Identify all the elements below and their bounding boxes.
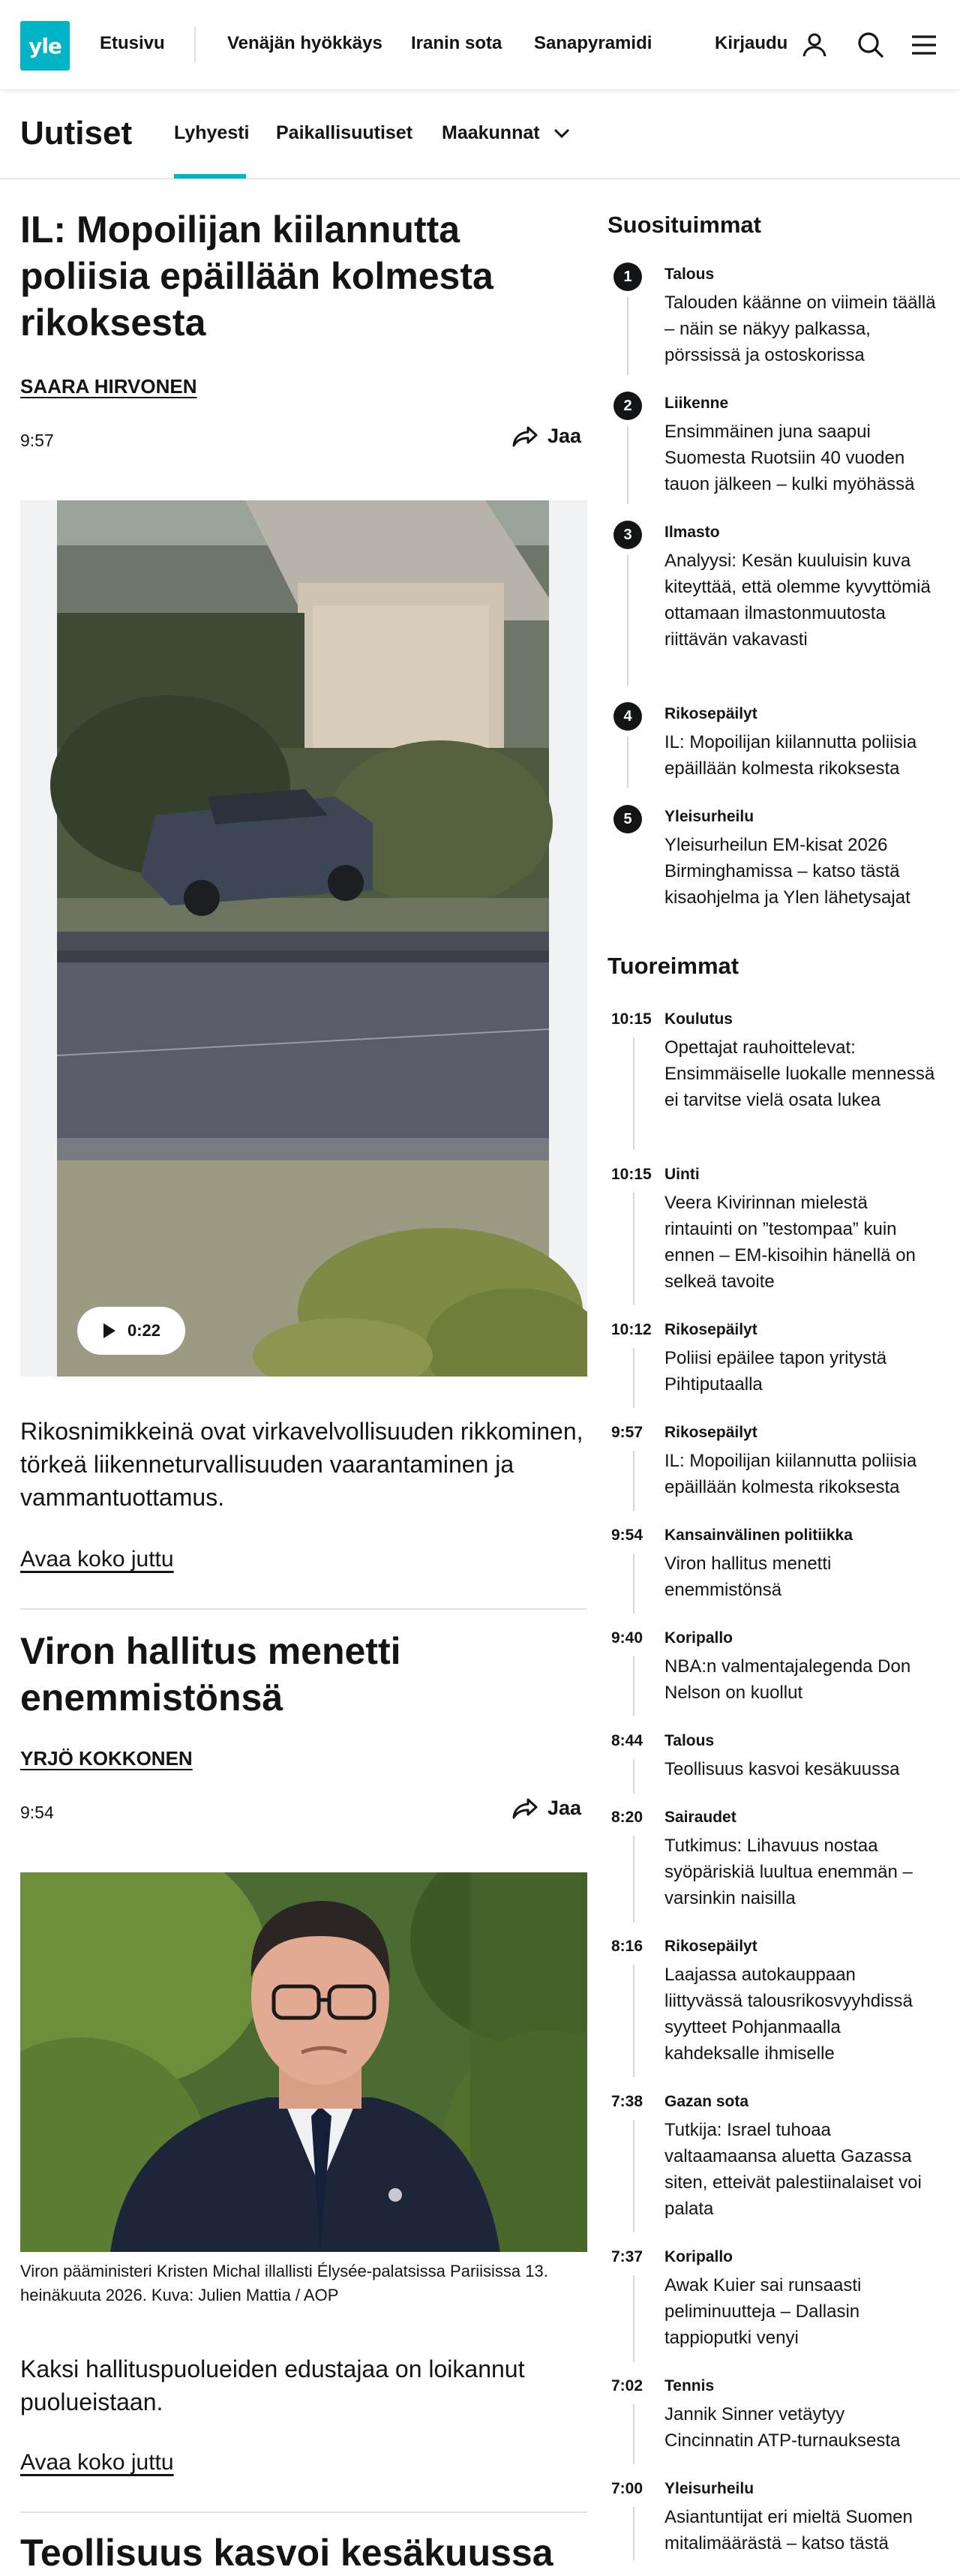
latest-time: 7:00 xyxy=(611,2480,644,2497)
latest-category: Gazan sota xyxy=(664,2093,749,2110)
latest-category: Rikosepäilyt xyxy=(664,1424,758,1441)
timeline-line xyxy=(633,1193,634,1305)
latest-headline[interactable]: Opettajat rauhoittelevat: Ensimmäiselle luokalle mennessä ei tarvitse vielä osata lukea xyxy=(664,1037,935,1110)
latest-headline[interactable]: Veera Kivirinnan mielestä rintauinti on ”testompaa” kuin ennen – EM-kisoihin hänellä on selkeä tavoite xyxy=(664,1193,916,1292)
latest-category: Sairaudet xyxy=(664,1809,736,1826)
popular-headline[interactable]: Yleisurheilun EM-kisat 2026 Birminghamissa – katso tästä kisaohjelma ja Ylen lähetysajat xyxy=(664,835,910,908)
popular-item[interactable] xyxy=(608,702,938,789)
latest-time: 8:44 xyxy=(611,1732,644,1749)
share-button[interactable] xyxy=(512,1797,581,1820)
timeline-line xyxy=(627,426,628,504)
latest-heading: Tuoreimmat xyxy=(608,953,740,979)
popular-category: Yleisurheilu xyxy=(664,808,754,825)
article-author[interactable]: YRJÖ KOKKONEN xyxy=(20,1747,193,1770)
video-duration: 0:22 xyxy=(127,1321,161,1340)
latest-time: 9:54 xyxy=(611,1527,644,1544)
rank-badge: 4 xyxy=(614,702,642,731)
article-time: 9:54 xyxy=(20,1803,54,1822)
popular-category: Ilmasto xyxy=(664,524,720,541)
timeline-line xyxy=(633,2120,634,2232)
popular-headline[interactable]: Analyysi: Kesän kuuluisin kuva kiteyttää, että olemme kyvyttömiä ottamaan ilmastonmuutosta riittävän vakavasti xyxy=(664,551,931,650)
latest-item[interactable] xyxy=(608,1164,938,1299)
latest-item[interactable] xyxy=(608,1009,938,1144)
popular-category: Talous xyxy=(664,266,715,283)
latest-headline[interactable]: Asiantuntijat eri mieltä Suomen mitalimäärästä – katso tästä xyxy=(664,2507,913,2553)
latest-time: 9:57 xyxy=(611,1424,644,1441)
timeline-line xyxy=(633,1656,634,1716)
timeline-line xyxy=(633,2507,634,2560)
latest-headline[interactable]: Viron hallitus menetti enemmistönsä xyxy=(664,1554,832,1600)
article-lead: Kaksi hallituspuolueiden edustajaa on loikannut puolueistaan. xyxy=(20,2355,525,2415)
latest-category: Rikosepäilyt xyxy=(664,1321,758,1338)
article-divider xyxy=(20,2511,587,2513)
latest-headline[interactable]: Laajassa autokauppaan liittyvässä talousrikosvyyhdissä syytteet Pohjanmaalla kahdeksalle ihmiselle xyxy=(664,1965,913,2064)
article-title[interactable]: Teollisuus kasvoi kesäkuussa xyxy=(20,2532,554,2574)
nav-link-venajan-hyokkays[interactable]: Venäjän hyökkäys xyxy=(227,33,382,53)
popular-item[interactable] xyxy=(608,805,938,917)
nav-link-etusivu[interactable]: Etusivu xyxy=(100,33,165,53)
latest-time: 7:37 xyxy=(611,2248,644,2265)
chevron-down-icon[interactable] xyxy=(554,128,570,143)
nav-link-sanapyramidi[interactable]: Sanapyramidi xyxy=(534,33,652,53)
popular-headline[interactable]: Talouden käänne on viimein täällä – näin se näkyy palkassa, pörssissä ja ostoskorissa xyxy=(664,293,936,365)
latest-category: Koulutus xyxy=(664,1010,733,1028)
latest-headline[interactable]: Poliisi epäilee tapon yritystä Pihtiputaalla xyxy=(664,1348,887,1395)
top-bar xyxy=(0,0,960,89)
popular-item[interactable] xyxy=(608,263,938,375)
latest-headline[interactable]: Teollisuus kasvoi kesäkuussa xyxy=(664,1759,900,1779)
popular-item[interactable] xyxy=(608,521,938,686)
popular-headline[interactable]: IL: Mopoilijan kiilannutta poliisia epäillään kolmesta rikoksesta xyxy=(664,732,917,779)
latest-category: Rikosepäilyt xyxy=(664,1938,758,1955)
popular-item[interactable] xyxy=(608,392,938,504)
timeline-line xyxy=(633,2275,634,2362)
article-image[interactable] xyxy=(20,1872,587,2252)
latest-time: 8:16 xyxy=(611,1938,644,1955)
play-icon xyxy=(102,1322,117,1340)
latest-time: 7:02 xyxy=(611,2377,644,2394)
popular-headline[interactable]: Ensimmäinen juna saapui Suomesta Ruotsiin 40 vuoden tauon jälkeen – kulki myöhässä xyxy=(664,422,915,494)
latest-item[interactable] xyxy=(608,1422,938,1505)
active-tab-indicator xyxy=(174,174,246,179)
latest-headline[interactable]: Jannik Sinner vetäytyy Cincinnatin ATP-turnauksesta xyxy=(664,2404,901,2451)
video-thumbnail xyxy=(20,500,587,1377)
latest-category: Kansainvälinen politiikka xyxy=(664,1527,853,1544)
latest-category: Tennis xyxy=(664,2377,715,2394)
search-icon[interactable] xyxy=(853,27,889,63)
share-icon xyxy=(512,1797,538,1820)
timeline-line xyxy=(633,2404,634,2464)
portrait-photo xyxy=(20,1872,587,2252)
menu-icon[interactable] xyxy=(906,27,942,63)
latest-headline[interactable]: Awak Kuier sai runsaasti peliminuutteja – Dallasin tappioputki venyi xyxy=(664,2275,862,2348)
latest-time: 10:12 xyxy=(611,1321,652,1338)
latest-time: 8:20 xyxy=(611,1809,644,1826)
open-article-link[interactable]: Avaa koko juttu xyxy=(20,2450,174,2475)
timeline-line xyxy=(633,1451,634,1511)
timeline-line xyxy=(633,1348,634,1408)
timeline-line xyxy=(627,737,628,788)
latest-category: Yleisurheilu xyxy=(664,2480,754,2497)
popular-heading: Suosituimmat xyxy=(608,212,761,238)
article-title[interactable]: IL: Mopoilijan kiilannutta poliisia epäillään kolmesta rikoksesta xyxy=(20,209,494,344)
latest-item[interactable] xyxy=(608,2091,938,2226)
article-title[interactable]: Viron hallitus menetti enemmistönsä xyxy=(20,1630,401,1719)
popular-category: Rikosepäilyt xyxy=(664,705,758,722)
latest-category: Koripallo xyxy=(664,1629,734,1647)
latest-item[interactable] xyxy=(608,1807,938,1917)
rank-badge: 2 xyxy=(614,392,642,420)
article-author[interactable]: SAARA HIRVONEN xyxy=(20,375,197,398)
latest-time: 10:15 xyxy=(611,1010,652,1028)
latest-headline[interactable]: NBA:n valmentajalegenda Don Nelson on kuollut xyxy=(664,1656,911,1703)
section-nav xyxy=(0,89,960,179)
timeline-line xyxy=(633,1836,634,1923)
timeline-line xyxy=(627,555,628,686)
play-button[interactable] xyxy=(77,1307,185,1355)
latest-item[interactable] xyxy=(608,2247,938,2356)
latest-item[interactable] xyxy=(608,1525,938,1608)
video-player[interactable] xyxy=(20,500,587,1377)
section-title[interactable]: Uutiset xyxy=(20,115,133,152)
latest-category: Talous xyxy=(664,1732,715,1749)
article-time: 9:57 xyxy=(20,431,54,450)
rank-badge: 1 xyxy=(614,263,642,291)
latest-item[interactable] xyxy=(608,1731,938,1788)
tab-paikallisuutiset[interactable]: Paikallisuutiset xyxy=(276,122,413,143)
timeline-line xyxy=(633,1037,634,1150)
tab-maakunnat[interactable]: Maakunnat xyxy=(442,122,540,143)
share-button[interactable] xyxy=(512,425,581,448)
tab-lyhyesti[interactable]: Lyhyesti xyxy=(174,122,250,143)
latest-item[interactable] xyxy=(608,2376,938,2458)
timeline-line xyxy=(633,1759,634,1794)
article-divider xyxy=(20,1608,587,1610)
yle-logo[interactable]: yle xyxy=(20,21,70,71)
open-article-link[interactable]: Avaa koko juttu xyxy=(20,1547,174,1572)
latest-item[interactable] xyxy=(608,2478,938,2560)
latest-time: 9:40 xyxy=(611,1629,644,1647)
image-caption: Viron pääministeri Kristen Michal illallisti Élysée-palatsissa Pariisissa 13. heinäkuuta 2026. Kuva: Julien Mattia / AOP xyxy=(20,2262,548,2304)
latest-item[interactable] xyxy=(608,1628,938,1710)
latest-category: Uinti xyxy=(664,1166,700,1183)
timeline-line xyxy=(627,297,628,375)
article-lead: Rikosnimikkeinä ovat virkavelvollisuuden rikkominen, törkeä liikenneturvallisuuden vaarantaminen ja vammantuottamus. xyxy=(20,1418,584,1511)
nav-link-iranin-sota[interactable]: Iranin sota xyxy=(411,33,502,53)
latest-headline[interactable]: Tutkimus: Lihavuus nostaa syöpäriskiä luultua enemmän – varsinkin naisilla xyxy=(664,1836,913,1908)
latest-time: 10:15 xyxy=(611,1166,652,1183)
login-link[interactable]: Kirjaudu xyxy=(715,33,788,53)
latest-headline[interactable]: Tutkija: Israel tuhoaa valtaamaansa aluetta Gazassa siten, etteivät palestiinalaiset voi palata xyxy=(664,2120,922,2219)
latest-item[interactable] xyxy=(608,1320,938,1402)
share-label: Jaa xyxy=(548,1797,582,1819)
latest-category: Koripallo xyxy=(664,2248,734,2265)
latest-item[interactable] xyxy=(608,1936,938,2071)
timeline-line xyxy=(633,1554,634,1614)
share-label: Jaa xyxy=(548,425,582,447)
latest-time: 7:38 xyxy=(611,2093,644,2110)
latest-headline[interactable]: IL: Mopoilijan kiilannutta poliisia epäillään kolmesta rikoksesta xyxy=(664,1451,917,1497)
share-icon xyxy=(512,425,538,448)
timeline-line xyxy=(633,1965,634,2077)
user-icon[interactable] xyxy=(796,27,832,63)
rank-badge: 5 xyxy=(614,805,642,833)
nav-divider xyxy=(194,27,196,63)
rank-badge: 3 xyxy=(614,521,642,549)
popular-category: Liikenne xyxy=(664,395,729,412)
